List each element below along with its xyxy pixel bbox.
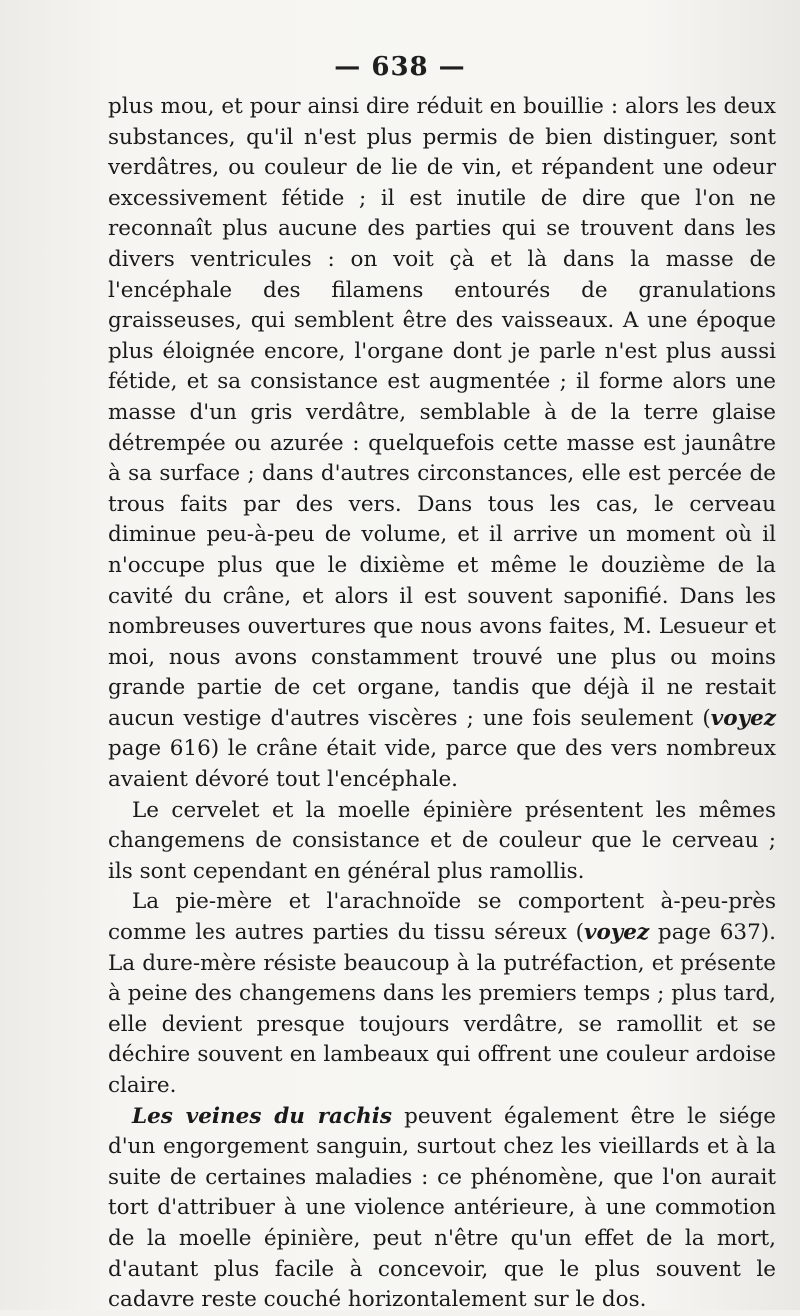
paragraph: [108, 92, 776, 796]
page-number: — 638 —: [334, 52, 466, 82]
paragraph-text: Le cervelet et la moelle épinière présentent les mêmes changemens de consistance et de couleur que le cerveau ; ils sont cependant en général plus ramollis.: [108, 797, 776, 884]
emphasis-text: voyez: [710, 705, 776, 731]
emphasis-text: voyez: [583, 920, 650, 946]
paragraph: [108, 1102, 776, 1316]
paragraph-text: La pie-mère et l'arachnoïde se comportent à-peu-près comme les autres parties du tissu séreux (: [108, 889, 776, 946]
emphasis-text: Les veines du rachis: [132, 1103, 392, 1129]
paragraph: [108, 887, 776, 1101]
paragraph-text: page 616) le crâne était vide, parce que des vers nombreux avaient dévoré tout l'encéphale.: [108, 736, 776, 793]
body-text: [108, 92, 776, 1316]
paragraph: [108, 796, 776, 888]
paragraph-text: peuvent également être le siége d'un engorgement sanguin, surtout chez les vieillards et à la suite de certaines maladies : ce phénomène, que l'on aurait tort d'attribuer à une violence antérieure, à une commotion de la moelle épinière, peut n'être qu'un effet de la mort, d'autant plus facile à concevoir, que le plus souvent le cadavre reste couché horizontalement sur le dos.: [108, 1103, 777, 1313]
paragraph-text: plus mou, et pour ainsi dire réduit en bouillie : alors les deux substances, qu'il n'est plus permis de bien distinguer, sont verdâtres, ou couleur de lie de vin, et répandent une odeur excessivement fétide ; il est inutile de dire que l'on ne reconnaît plus aucune des parties qui se trouvent dans les divers ventricules : on voit çà et là dans la masse de l'encéphale des filamens entourés de granulations graisseuses, qui semblent être des vaisseaux. A une époque plus éloignée encore, l'organe dont je parle n'est plus aussi fétide, et sa consistance est augmentée ; il forme alors une masse d'un gris verdâtre, semblable à de la terre glaise détrempée ou azurée : quelquefois cette masse est jaunâtre à sa surface ; dans d'autres circonstances, elle est percée de trous faits par des vers. Dans tous les cas, le cerveau diminue peu-à-peu de volume, et il arrive un moment où il n'occupe plus que le dixième et même le douzième de la cavité du crâne, et alors il est souvent saponifié. Dans les nombreuses ouvertures que nous avons faites, M. Lesueur et moi, nous avons constamment trouvé une plus ou moins grande partie de cet organe, tandis que déjà il ne restait aucun vestige d'autres viscères ; une fois seulement (: [108, 94, 776, 731]
paragraph-text: page 637). La dure-mère résiste beaucoup à la putréfaction, et présente à peine des changemens dans les premiers temps ; plus tard, elle devient presque toujours verdâtre, se ramollit et se déchire souvent en lambeaux qui offrent une couleur ardoise claire.: [108, 920, 777, 1098]
